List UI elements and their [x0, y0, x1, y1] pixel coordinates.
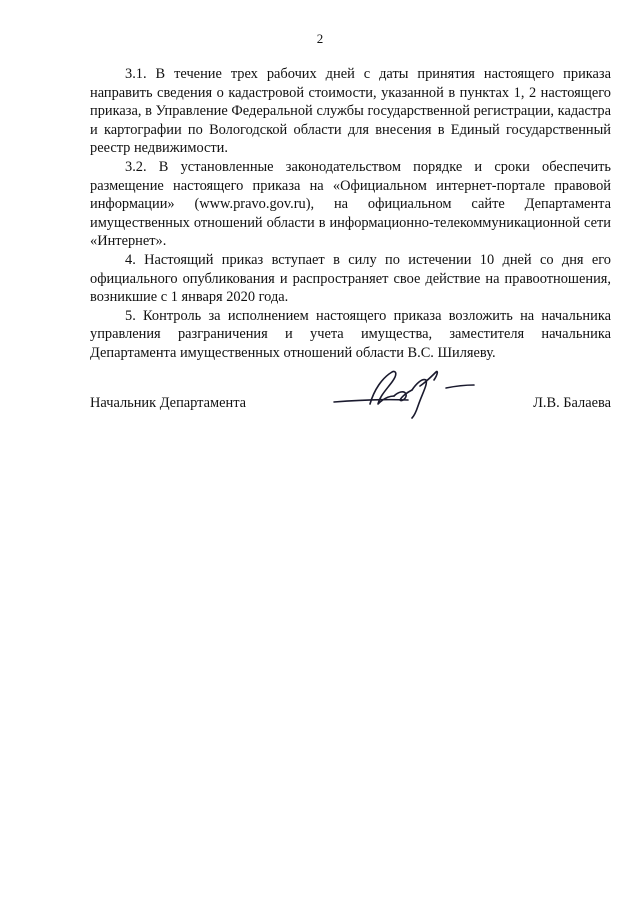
page-number: 2: [316, 31, 324, 46]
handwritten-signature: [330, 360, 480, 420]
paragraph-4: 4. Настоящий приказ вступает в силу по истечении 10 дней со дня его официального опубликования и распространяет свое действие на правоотношения, возникшие с 1 января 2020 года.: [90, 251, 611, 306]
signature-block: [90, 360, 611, 430]
paragraph-5: 5. Контроль за исполнением настоящего приказа возложить на начальника управления разграничения и учета имущества, заместителя начальника Департамента имущественных отношений области В.С. Шиляеву.: [90, 307, 611, 361]
paragraph-3-1: 3.1. В течение трех рабочих дней с даты принятия настоящего приказа направить сведения о кадастровой стоимости, указанной в пунктах 1, 2 настоящего приказа, в Управление Федеральной службы государственной регистрации, кадастра и картографии по Вологодской области для внесения в Единый государственный реестр недвижимости.: [90, 66, 611, 157]
paragraph-3-2: 3.2. В установленные законодательством порядке и сроки обеспечить размещение настоящего приказа на «Официальном интернет-портале правовой информации» (www.pravo.gov.ru), на официальном сайте Департамента имущественных отношений области в информационно-телекоммуникационной сети «Интернет».: [90, 158, 611, 250]
signatory-name: Л.В. Балаева: [533, 395, 611, 411]
signatory-position: Начальник Департамента: [90, 395, 247, 411]
document-body: [90, 65, 611, 363]
